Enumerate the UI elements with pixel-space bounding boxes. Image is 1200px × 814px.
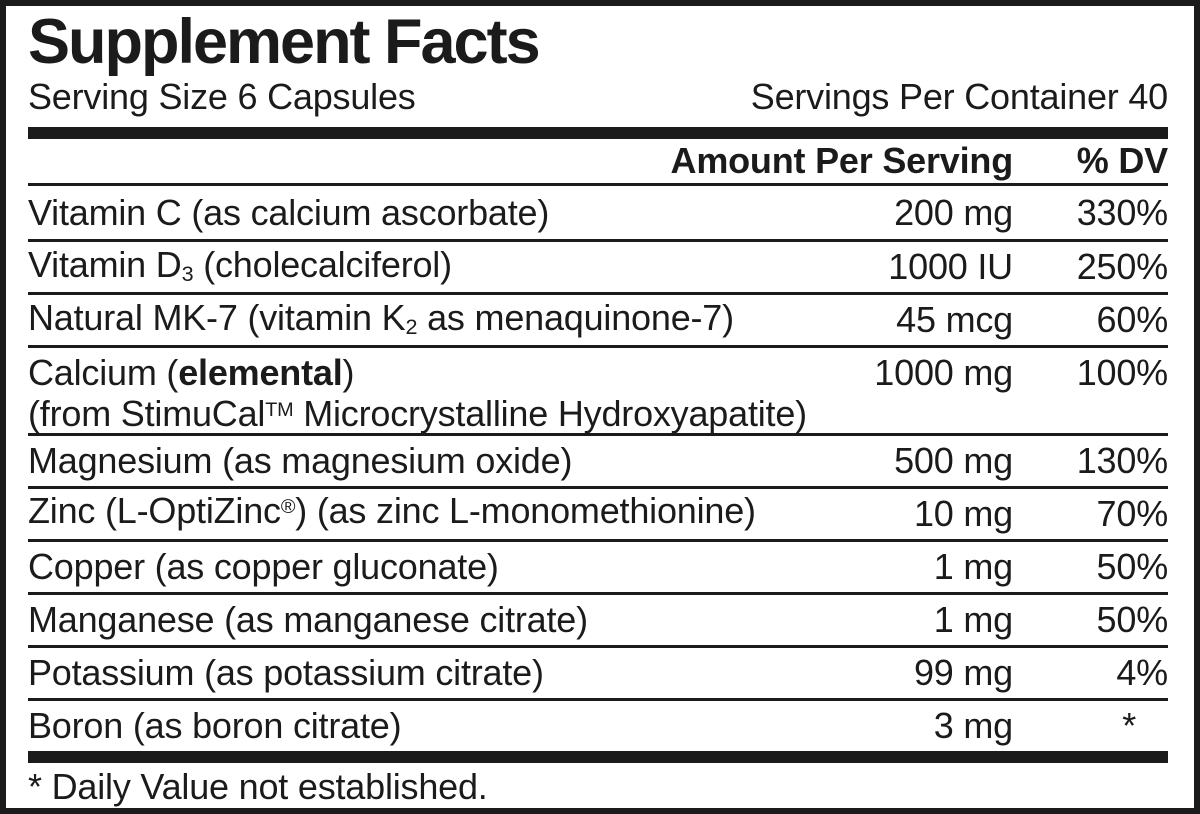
table-row: [28, 592, 1168, 645]
row-dv: 100%: [1076, 352, 1168, 393]
footnote: * Daily Value not established.: [28, 766, 488, 807]
serving-info: [28, 77, 1168, 117]
table-row: [28, 186, 1168, 239]
row-name: Manganese (as manganese citrate): [28, 599, 588, 640]
divider-bar-top: [28, 127, 1168, 139]
row-name: Copper (as copper gluconate): [28, 546, 499, 587]
row-dv: 70%: [1096, 493, 1168, 534]
row-amount: 45 mcg: [896, 299, 1013, 340]
serving-size: Serving Size 6 Capsules: [28, 76, 416, 117]
row-name: Vitamin C (as calcium ascorbate): [28, 191, 550, 233]
row-amount: 10 mg: [913, 493, 1013, 534]
label-title: Supplement Facts: [28, 7, 539, 77]
row-dv: *: [1122, 705, 1136, 746]
percent-dv-header: % DV: [1076, 140, 1168, 181]
table-body: [28, 186, 1168, 751]
row-amount: 99 mg: [913, 652, 1013, 693]
table-header: [28, 139, 1168, 186]
servings-per-container: Servings Per Container 40: [750, 76, 1168, 117]
row-amount: 500 mg: [894, 440, 1013, 481]
row-dv: 60%: [1096, 299, 1168, 340]
row-name: Potassium (as potassium citrate): [28, 652, 544, 693]
table-row: [28, 645, 1168, 698]
row-amount: 1000 IU: [888, 246, 1013, 287]
row-name: Zinc (L-OptiZinc®) (as zinc L-monomethionine): [28, 490, 756, 531]
row-amount: 200 mg: [894, 191, 1013, 233]
table-row: [28, 486, 1168, 539]
table-row: [28, 698, 1168, 751]
row-dv: 130%: [1076, 440, 1168, 481]
row-dv: 4%: [1116, 652, 1168, 693]
amount-per-serving-header: Amount Per Serving: [670, 140, 1013, 181]
row-amount: 3 mg: [933, 705, 1013, 746]
row-name: Boron (as boron citrate): [28, 705, 402, 746]
row-name: Calcium (elemental) (from StimuCal™ Microcrystalline Hydroxyapatite): [28, 352, 807, 434]
divider-bar-bottom: [28, 751, 1168, 763]
row-name: Magnesium (as magnesium oxide): [28, 440, 573, 481]
row-dv: 330%: [1076, 191, 1168, 233]
table-row: [28, 539, 1168, 592]
row-amount: 1 mg: [933, 546, 1013, 587]
row-dv: 250%: [1076, 246, 1168, 287]
row-name: Natural MK-7 (vitamin K2 as menaquinone-7): [28, 296, 734, 340]
table-row: [28, 433, 1168, 486]
row-amount: 1000 mg: [874, 352, 1013, 393]
row-dv: 50%: [1096, 599, 1168, 640]
row-name: Vitamin D3 (cholecalciferol): [28, 243, 452, 287]
table-row: [28, 239, 1168, 292]
row-dv: 50%: [1096, 546, 1168, 587]
table-row: [28, 345, 1168, 433]
table-row: [28, 292, 1168, 345]
row-amount: 1 mg: [933, 599, 1013, 640]
